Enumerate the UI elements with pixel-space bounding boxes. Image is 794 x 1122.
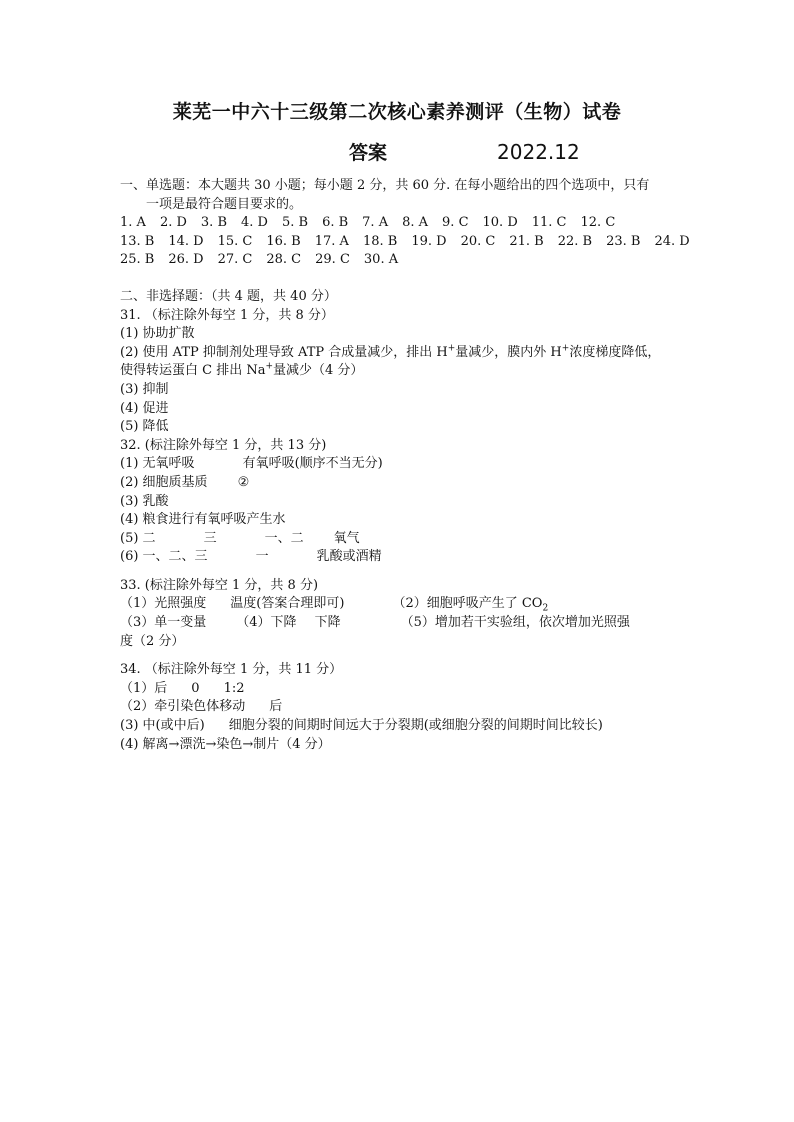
- q34-title: 34. （标注除外每空 1 分，共 11 分）: [120, 662, 343, 678]
- q32-answer-5: [120, 530, 680, 549]
- q34-text: 1:2: [223, 680, 245, 696]
- q32-answer-2: [120, 474, 680, 493]
- q32-title: 32. (标注除外每空 1 分，共 13 分): [120, 437, 327, 453]
- q33-answer-3-5: [120, 614, 680, 633]
- q34-answer-1: [120, 680, 680, 699]
- q34-answer-4: (4) 解离→漂洗→染色→制片（4 分）: [120, 736, 331, 752]
- q32-text: (2) 细胞质基质: [120, 474, 208, 490]
- q31-text: 量减少，膜内外 H: [455, 344, 562, 360]
- q31-answer-5: (5) 降低: [120, 419, 169, 435]
- q33-text: （5）增加若干实验组，依次增加光照强: [400, 615, 630, 631]
- mc-answer: 2. D: [159, 215, 187, 231]
- q34-text: (3) 中(或中后): [120, 718, 205, 734]
- q31-answer-4: (4) 促进: [120, 400, 169, 416]
- superscript-plus: +: [561, 343, 570, 354]
- q31-text: (2) 使用 ATP 抑制剂处理导致 ATP 合成量减少，排出 H: [120, 344, 448, 360]
- mc-answer: 3. B: [200, 215, 227, 231]
- mc-answers-row-1: [120, 214, 680, 233]
- mc-answer: 18. B: [362, 233, 398, 249]
- spacer: [120, 651, 680, 661]
- q33-answer-5-cont: 度（2 分）: [120, 633, 185, 649]
- mc-answer: 10. D: [482, 215, 518, 231]
- q32-text: 氧气: [333, 530, 360, 546]
- q33-title: 33. (标注除外每空 1 分，共 8 分): [120, 577, 319, 593]
- answer-label: 答案: [349, 142, 388, 164]
- section1-heading-cont: 一项是最符合题目要求的。: [146, 196, 303, 212]
- q33-text: 下降: [314, 615, 341, 631]
- q33-text: （4）下降: [236, 615, 297, 631]
- q34-answer-3: [120, 717, 680, 736]
- mc-answer: 15. C: [217, 233, 253, 249]
- q32-answer-3: (3) 乳酸: [120, 493, 169, 509]
- mc-answer: 16. B: [266, 233, 301, 249]
- q31-answer-1: (1) 协助扩散: [120, 326, 195, 342]
- mc-answers-row-2: [120, 233, 690, 252]
- q32-text: 有氧呼吸(顺序不当无分): [242, 456, 383, 472]
- q32-text: 一、二: [264, 530, 304, 546]
- mc-answer: 20. C: [460, 233, 496, 249]
- mc-answer: 1. A: [120, 215, 146, 231]
- q32-answer-6: [120, 548, 680, 567]
- q32-text: (1) 无氧呼吸: [120, 456, 195, 472]
- mc-answer: 13. B: [120, 233, 155, 249]
- q33-answer-1-2: [120, 595, 680, 614]
- document-title: 莱芜一中六十三级第二次核心素养测评（生物）试卷: [172, 101, 622, 123]
- answer-content: [120, 177, 690, 754]
- mc-answer: 8. A: [402, 215, 429, 231]
- mc-answer: 14. D: [168, 233, 204, 249]
- q32-text: 乳酸或酒精: [316, 549, 382, 565]
- q34-text: 0: [191, 680, 200, 696]
- mc-answer: 26. D: [168, 252, 204, 268]
- mc-answers-row-3: [120, 251, 680, 270]
- q34-answer-2: [120, 698, 680, 717]
- answer-heading: [349, 138, 580, 165]
- mc-answer: 11. C: [531, 215, 567, 231]
- mc-answer: 21. B: [509, 233, 544, 249]
- spacer: [120, 270, 680, 288]
- q32-answer-1: [120, 455, 680, 474]
- mc-answer: 19. D: [411, 233, 447, 249]
- q34-text: 后: [269, 699, 283, 715]
- exam-date: 2022.12: [497, 140, 580, 164]
- mc-answer: 28. C: [266, 252, 302, 268]
- superscript-plus: +: [447, 343, 456, 354]
- q33-text: （1）光照强度: [120, 596, 207, 612]
- q31-text: 使得转运蛋白 C 排出 Na: [120, 363, 266, 379]
- mc-answer: 9. C: [442, 215, 469, 231]
- mc-answer: 6. B: [322, 215, 349, 231]
- q31-answer-2-line-1: [120, 344, 680, 363]
- mc-answer: 25. B: [120, 252, 155, 268]
- q31-text: 浓度梯度降低，: [569, 344, 661, 360]
- mc-answer: 5. B: [281, 215, 309, 231]
- q32-text: ②: [237, 474, 250, 490]
- q33-text: 温度(答案合理即可): [230, 596, 345, 612]
- mc-answer: 7. A: [362, 215, 389, 231]
- superscript-plus: +: [265, 362, 274, 373]
- q32-text: (6) 一、二、三: [120, 549, 208, 565]
- mc-answer: 17. A: [314, 233, 349, 249]
- section1-heading: 一、单选题：本大题共 30 小题；每小题 2 分，共 60 分. 在每小题给出的四个选项中，只有: [120, 178, 650, 193]
- section2-heading: 二、非选择题：（共 4 题，共 40 分）: [120, 288, 337, 304]
- q34-text: （2）牵引染色体移动: [120, 699, 246, 715]
- q32-answer-4: (4) 粮食进行有氧呼吸产生水: [120, 512, 286, 528]
- q32-text: 一: [255, 549, 269, 565]
- mc-answer: 27. C: [217, 252, 253, 268]
- mc-answer: 12. C: [580, 215, 616, 231]
- spacer: [120, 567, 680, 577]
- mc-answer: 29. C: [315, 252, 350, 268]
- q34-text: 细胞分裂的间期时间远大于分裂期(或细胞分裂的间期时间比较长): [228, 718, 603, 734]
- q31-text: 量减少（4 分）: [273, 363, 364, 379]
- mc-answer: 30. A: [363, 252, 399, 268]
- mc-answer: 22. B: [557, 233, 593, 249]
- subscript-two: 2: [542, 604, 549, 615]
- q31-title: 31. （标注除外每空 1 分，共 8 分）: [120, 307, 334, 323]
- q31-answer-2-line-2: [120, 362, 680, 381]
- q32-text: 三: [203, 530, 217, 546]
- mc-answer: 4. D: [241, 215, 268, 231]
- q33-text: （2）细胞呼吸产生了 CO: [392, 596, 543, 612]
- q34-text: （1）后: [120, 680, 168, 696]
- mc-answer: 23. B: [606, 233, 641, 249]
- mc-answer: 24. D: [654, 233, 690, 249]
- q32-text: (5) 二: [120, 530, 156, 546]
- q31-answer-3: (3) 抑制: [120, 381, 169, 397]
- q33-text: （3）单一变量: [120, 615, 207, 631]
